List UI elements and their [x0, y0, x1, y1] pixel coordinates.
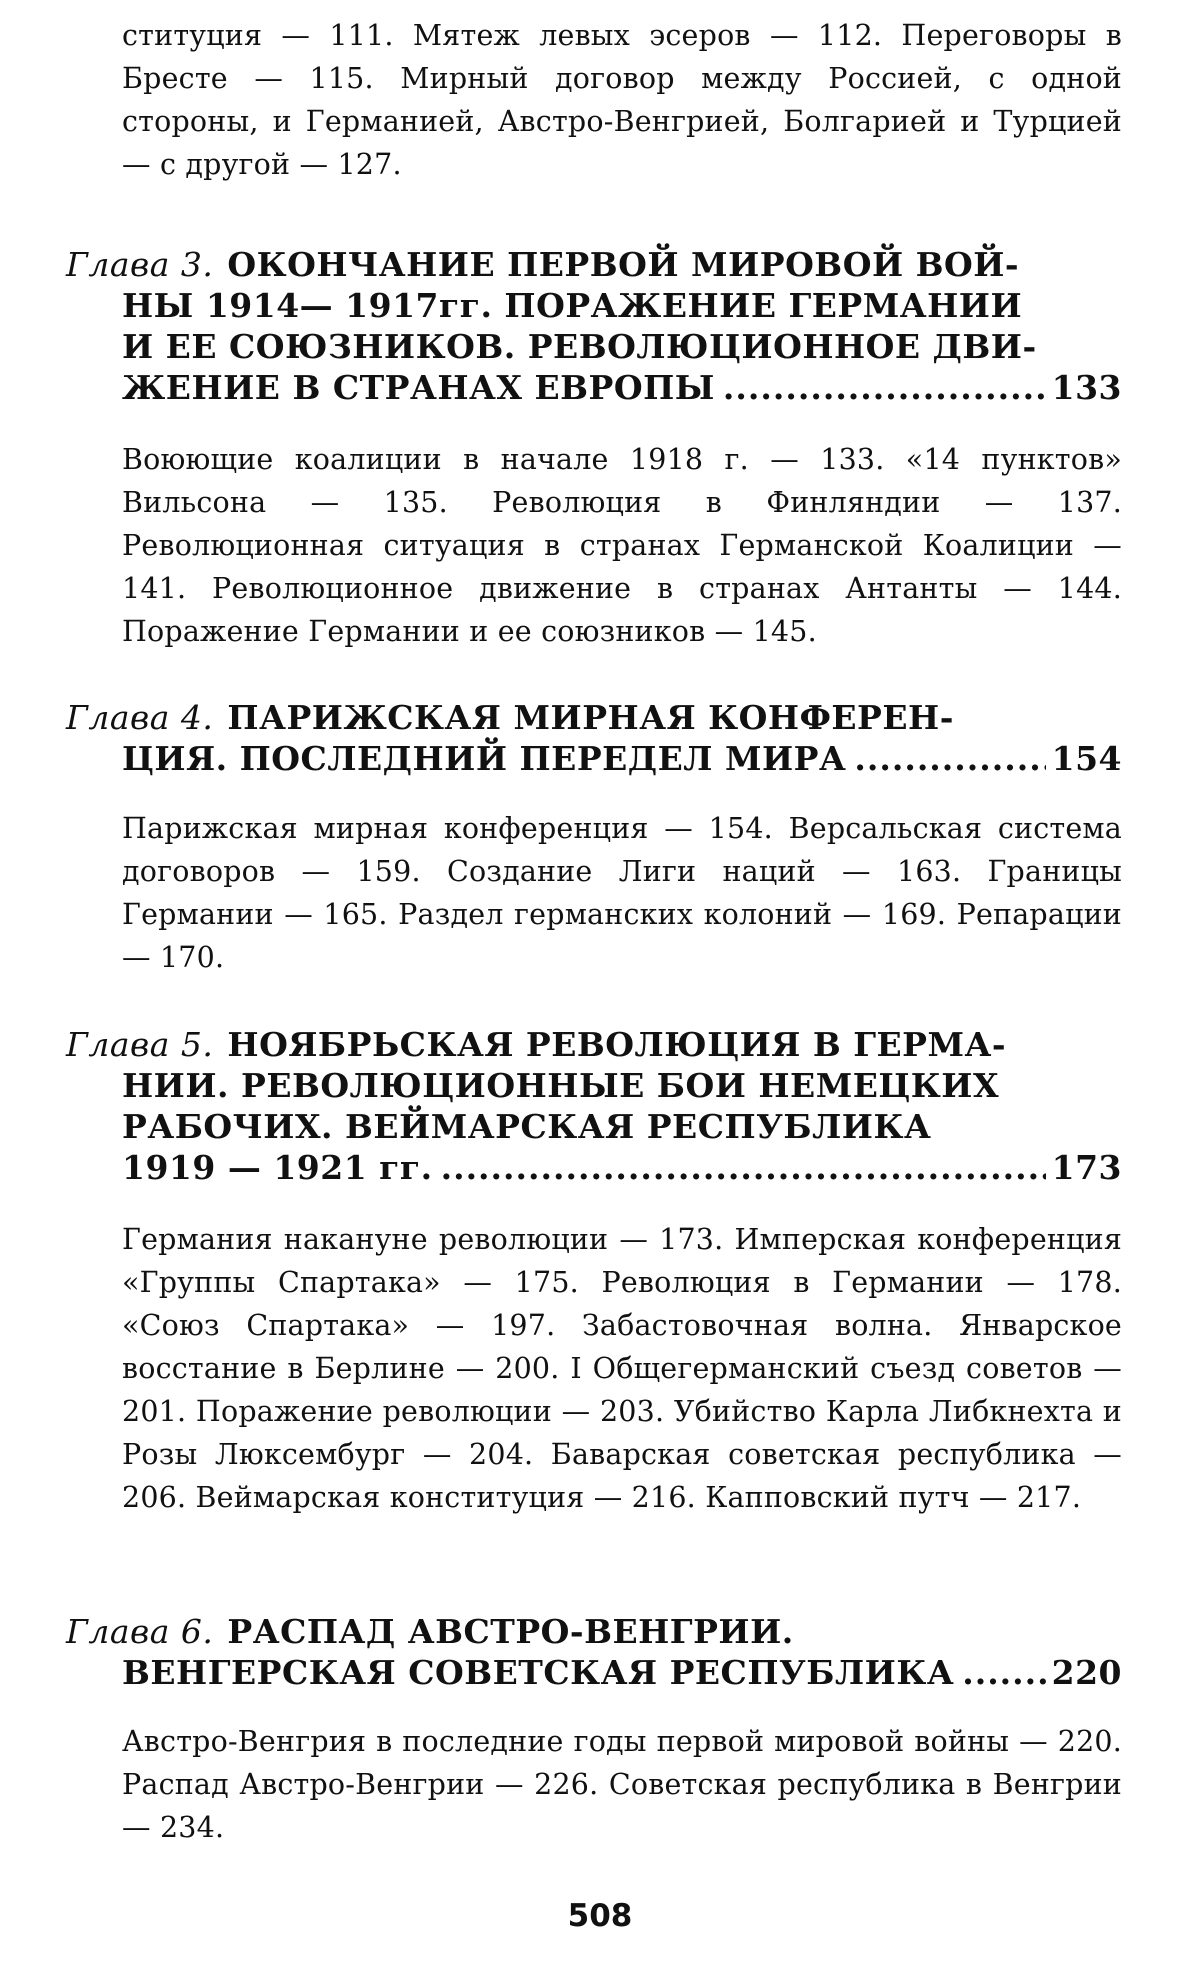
- chapter-title-line: ПАРИЖСКАЯ МИРНАЯ КОНФЕРЕН-: [227, 698, 954, 737]
- chapter-title-line: И ЕЕ СОЮЗНИКОВ. РЕВОЛЮЦИОННОЕ ДВИ-: [122, 327, 1037, 366]
- chapter-label: Глава 3.: [66, 245, 214, 284]
- chapter-title-line: РАСПАД АВСТРО-ВЕНГРИИ.: [227, 1612, 794, 1651]
- chapter-title-line: ВЕНГЕРСКАЯ СОВЕТСКАЯ РЕСПУБЛИКА: [122, 1653, 955, 1692]
- chapter-title-line: НЫ 1914— 1917гг. ПОРАЖЕНИЕ ГЕРМАНИИ: [122, 286, 1023, 325]
- chapter-heading-line: [66, 1106, 1122, 1147]
- chapter-title-line: ОКОНЧАНИЕ ПЕРВОЙ МИРОВОЙ ВОЙ-: [227, 245, 1020, 284]
- chapter-label: Глава 6.: [66, 1612, 214, 1651]
- chapter-heading-line: [66, 1652, 1122, 1693]
- chapter-heading-line: [66, 285, 1122, 326]
- page-number: 508: [567, 1898, 633, 1934]
- chapter-page-number: 154: [1051, 739, 1122, 778]
- chapter-heading-line: [66, 697, 1122, 738]
- chapter-label: Глава 5.: [66, 1025, 214, 1064]
- chapter-5-contents: Германия накануне революции — 173. Имперская конференция «Группы Спартака» — 175. Революция в Германии — 178. «Союз Спартака» — 197. Забастовочная волна. Январское восстание в Берлине — 200. I Общегерманский съезд советов — 201. Поражение революции — 203. Убийство Карла Либкнехта и Розы Люксембург — 204. Баварская советская республика — 206. Веймарская конституция — 216. Капповский путч — 217.: [122, 1223, 1122, 1514]
- chapter-heading-line: [66, 367, 1122, 408]
- chapter-label: Глава 4.: [66, 698, 214, 737]
- chapter-title-line: НОЯБРЬСКАЯ РЕВОЛЮЦИЯ В ГЕРМА-: [227, 1025, 1007, 1064]
- chapter-title-line: 1919 — 1921 гг.: [122, 1148, 433, 1187]
- chapter-page-number: 220: [1051, 1653, 1122, 1692]
- chapter-title-line: НИИ. РЕВОЛЮЦИОННЫЕ БОИ НЕМЕЦКИХ: [122, 1066, 1000, 1105]
- chapter-heading-line: [66, 1065, 1122, 1106]
- chapter-heading-line: [66, 244, 1122, 285]
- chapter-page-number: 133: [1051, 368, 1122, 407]
- chapter-heading-line: [66, 1147, 1122, 1188]
- chapter-title-line: ЦИЯ. ПОСЛЕДНИЙ ПЕРЕДЕЛ МИРА: [122, 739, 847, 778]
- chapter-4-heading: [66, 697, 1122, 779]
- chapter-title-line: РАБОЧИХ. ВЕЙМАРСКАЯ РЕСПУБЛИКА: [122, 1107, 932, 1146]
- chapter-5-heading: [66, 1024, 1122, 1188]
- chapter-page-number: 173: [1051, 1148, 1122, 1187]
- chapter-heading-line: [66, 1611, 1122, 1652]
- chapter-heading-line: [66, 1024, 1122, 1065]
- chapter-4-contents: Парижская мирная конференция — 154. Версальская система договоров — 159. Создание Лиги наций — 163. Границы Германии — 165. Раздел германских колоний — 169. Репарации — 170.: [122, 812, 1122, 974]
- chapter-title-line: ЖЕНИЕ В СТРАНАХ ЕВРОПЫ: [122, 368, 715, 407]
- chapter-heading-line: [66, 738, 1122, 779]
- dot-leader: [854, 738, 1045, 779]
- dot-leader: [723, 367, 1046, 408]
- chapter-3-contents: Воюющие коалиции в начале 1918 г. — 133. «14 пунктов» Вильсона — 135. Революция в Финляндии — 137. Революционная ситуация в странах Германской Коалиции — 141. Революционное движение в странах Антанты — 144. Поражение Германии и ее союзников — 145.: [122, 443, 1122, 648]
- dot-leader: [441, 1147, 1046, 1188]
- chapter-heading-line: [66, 326, 1122, 367]
- continuation-paragraph: ституция — 111. Мятеж левых эсеров — 112. Переговоры в Бресте — 115. Мирный договор между Россией, с одной стороны, и Германией, Австро-Венгрией, Болгарией и Турцией — с другой — 127.: [122, 19, 1122, 181]
- chapter-6-contents: Австро-Венгрия в последние годы первой мировой войны — 220. Распад Австро-Венгрии — 226. Советская республика в Венгрии — 234.: [122, 1725, 1122, 1844]
- chapter-6-heading: [66, 1611, 1122, 1693]
- chapter-3-heading: [66, 244, 1122, 408]
- dot-leader: [962, 1652, 1045, 1693]
